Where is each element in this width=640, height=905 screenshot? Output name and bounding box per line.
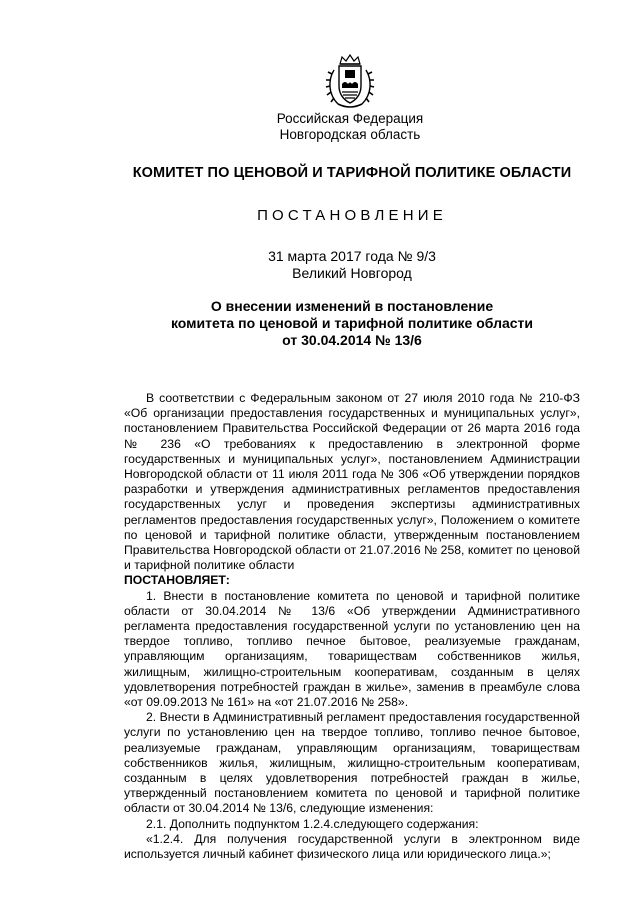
- decree-word: ПОСТАНОВЛЯЕТ:: [124, 573, 230, 588]
- document-body: [124, 391, 580, 862]
- committee-name: КОМИТЕТ ПО ЦЕНОВОЙ И ТАРИФНОЙ ПОЛИТИКЕ ОБЛАСТИ: [132, 165, 572, 181]
- date-number: 31 марта 2017 года № 9/3: [268, 248, 436, 264]
- preamble-paragraph: В соответствии с Федеральным законом от 27 июля 2010 года № 210-ФЗ «Об организации предоставления государственных и муниципальных услуг», постановлением Правительства Российской Федерации от 26 марта 2016 года № 236 «О требованиях к предоставлению в электронной форме государственных и муниципальных услуг», постановлением Администрации Новгородской области от 11 июля 2011 года № 306 «Об утверждении порядков разработки и утверждения административных регламентов предоставления государственных услуг и проведения экспертизы административных регламентов предоставления государственных услуг», Положением о комитете по ценовой и тарифной политике области, утвержденным постановлением Правительства Новгородской области от 21.07.2016 № 258, комитет по ценовой и тарифной политике области: [124, 391, 580, 573]
- title-line-1: О внесении изменений в постановление: [210, 298, 494, 314]
- document-type: ПОСТАНОВЛЕНИЕ: [257, 207, 447, 224]
- region-name: Новгородская область: [279, 127, 421, 142]
- paragraph-2: 2. Внести в Административный регламент предоставления государственной услуги по установлению цен на твердое топливо, топливо печное бытовое, реализуемые гражданам, управляющим организациям, товариществам собственников жилья, жилищным, жилищно-строительным кооперативам, созданным в целях удовлетворения потребностей граждан в жилье, утвержденный постановлением комитета по ценовой и тарифной политике области от 30.04.2014 № 13/6, следующие изменения:: [124, 710, 580, 816]
- paragraph-1: 1. Внести в постановление комитета по ценовой и тарифной политике области от 30.04.2014 № 13/6 «Об утверждении Административного регламента предоставления государственной услуги по установлению цен на твердое топливо, топливо печное бытовое, реализуемые гражданам, управляющим организациям, товариществам собственников жилья, жилищным, жилищно-строительным кооперативам, созданным в целях удовлетворения потребностей граждан в жилье», заменив в преамбуле слова «от 09.09.2013 № 161» на «от 21.07.2016 № 258».: [124, 588, 580, 710]
- title-line-3: от 30.04.2014 № 13/6: [282, 332, 422, 348]
- city: Великий Новгород: [292, 265, 412, 281]
- country-name: Российская Федерация: [276, 111, 424, 126]
- paragraph-2-1: 2.1. Дополнить подпунктом 1.2.4.следующего содержания:: [146, 816, 479, 831]
- coat-of-arms-icon: [324, 54, 376, 110]
- paragraph-2-1-text: «1.2.4. Для получения государственной услуги в электронном виде используется личный кабинет физического лица или юридического лица.»;: [124, 831, 580, 862]
- title-line-2: комитета по ценовой и тарифной политике области: [170, 315, 534, 331]
